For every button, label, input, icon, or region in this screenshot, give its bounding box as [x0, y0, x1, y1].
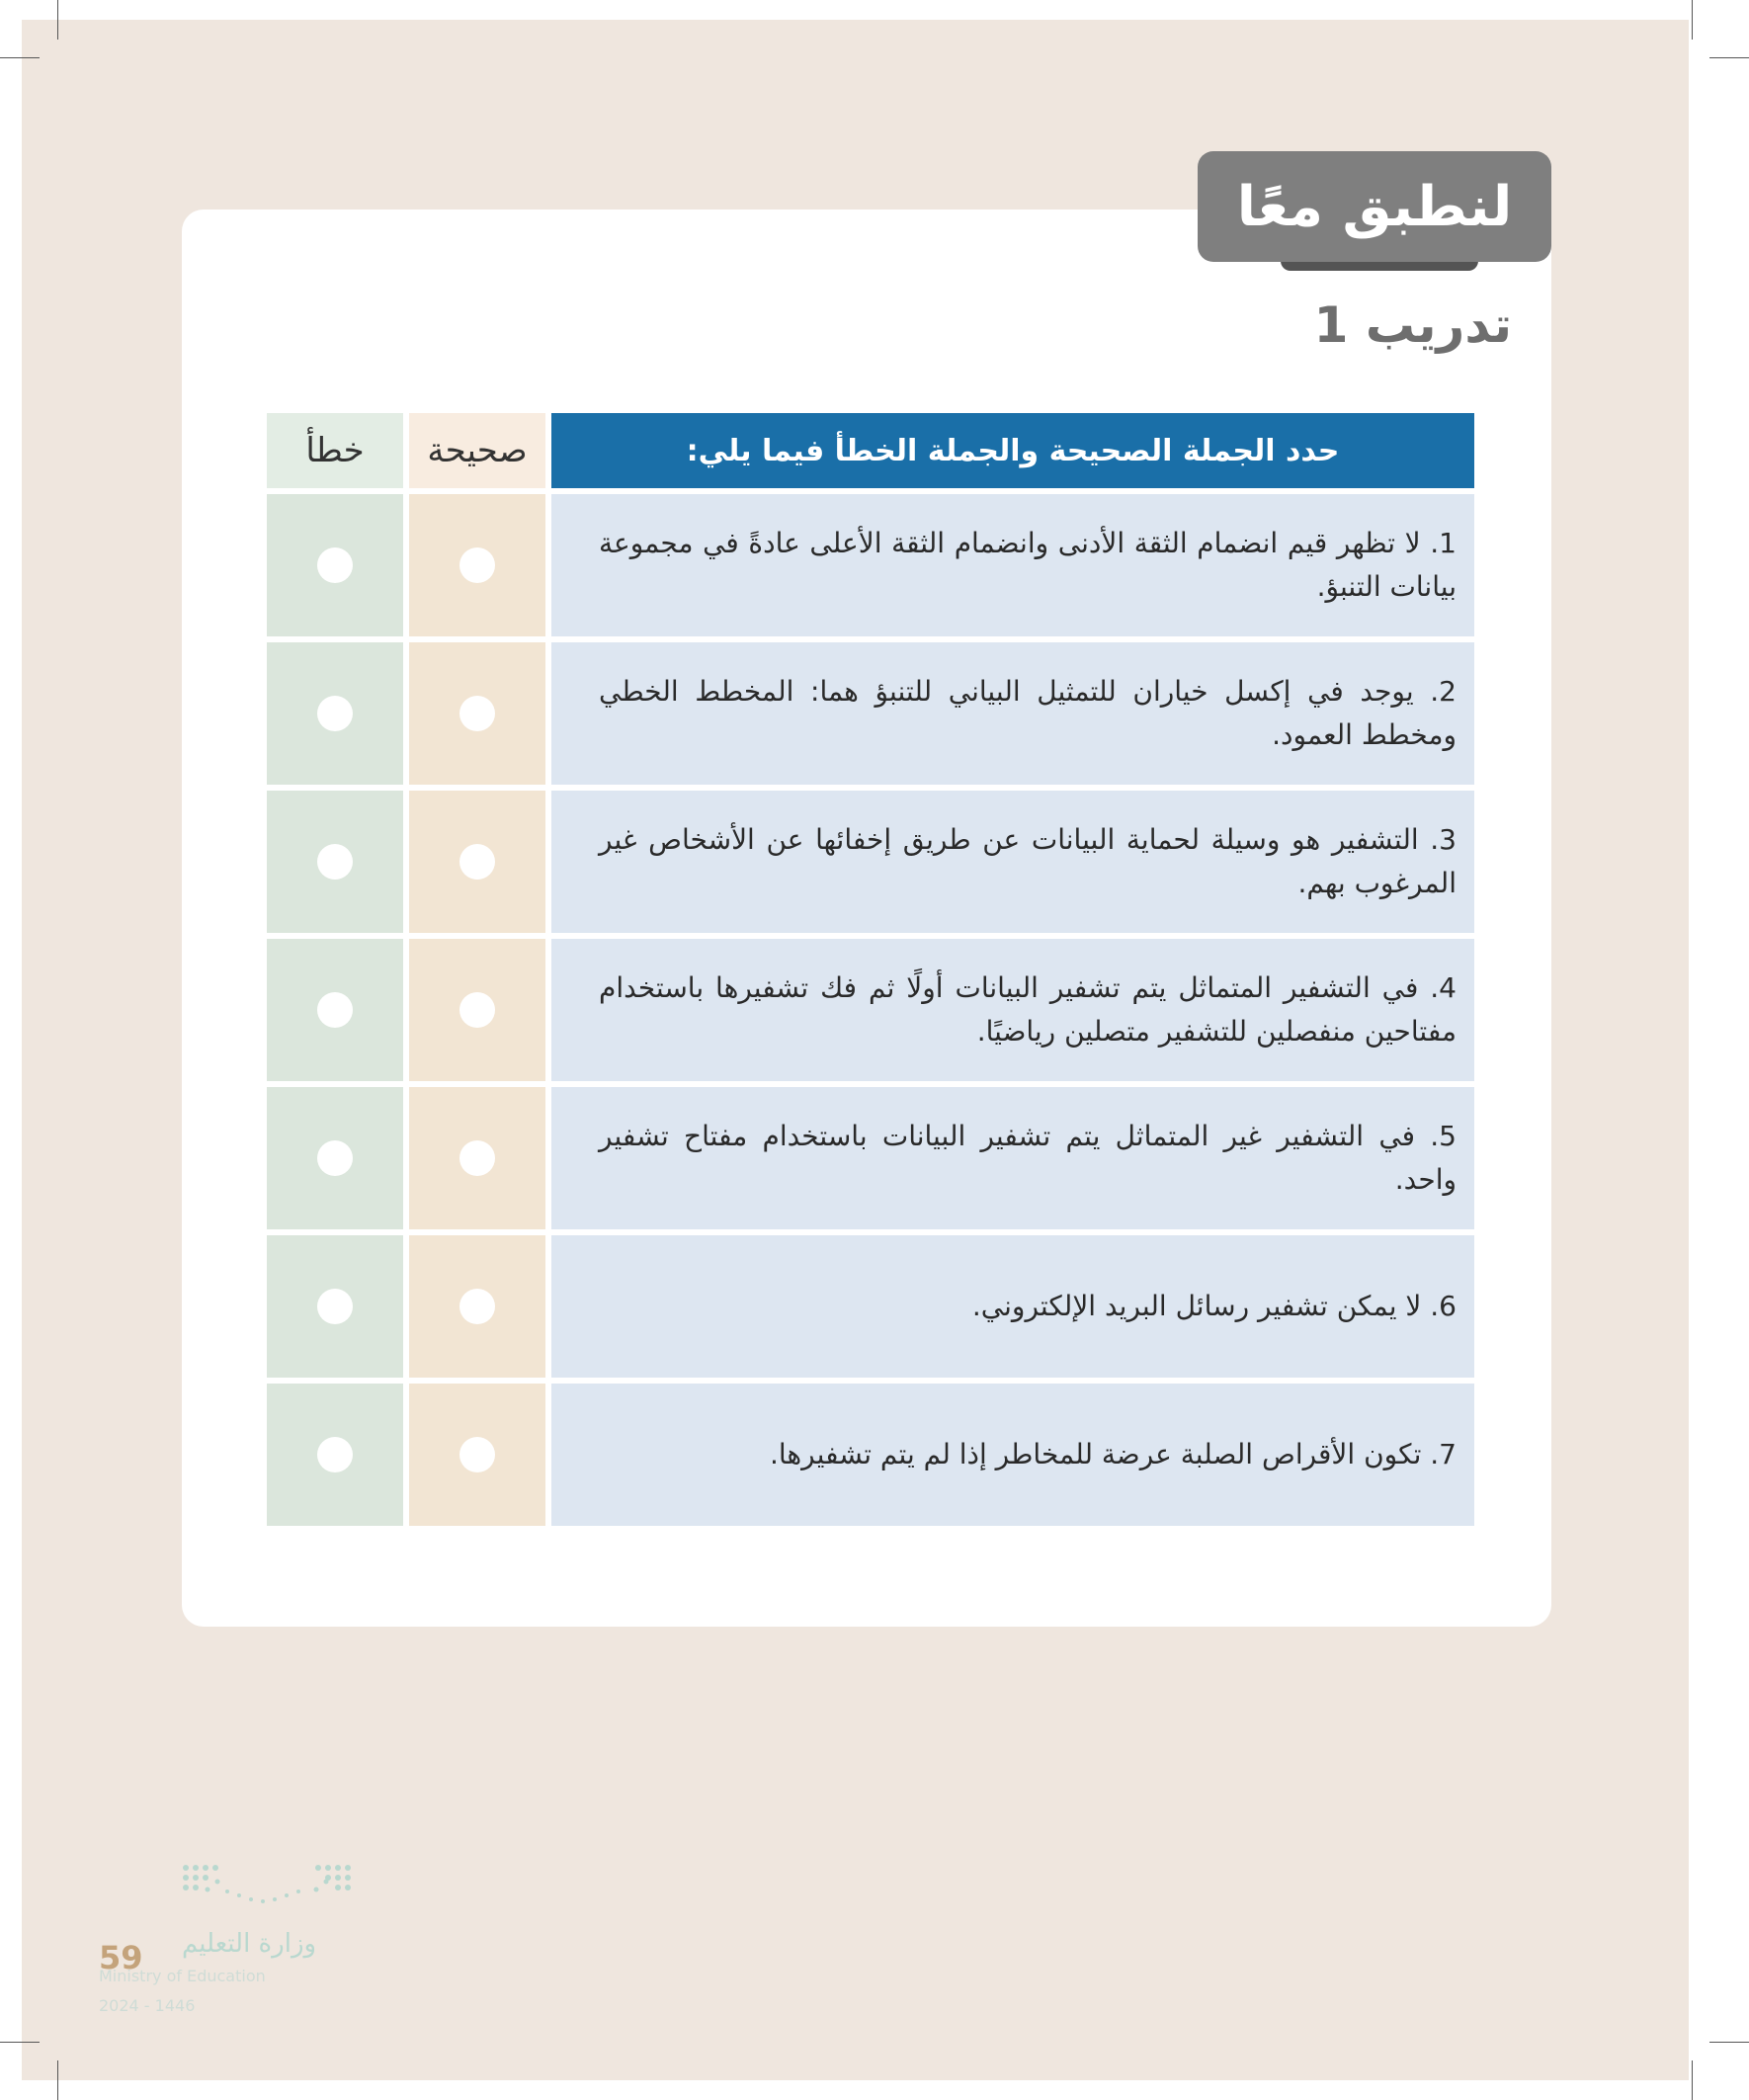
false-cell — [267, 494, 403, 636]
statement-text: 6. لا يمكن تشفير رسائل البريد الإلكتروني. — [551, 1235, 1474, 1378]
false-cell — [267, 791, 403, 933]
crop-mark — [1692, 0, 1693, 40]
true-radio[interactable] — [459, 696, 495, 731]
crop-mark — [0, 2042, 40, 2043]
false-cell — [267, 1384, 403, 1526]
true-cell — [409, 791, 545, 933]
table-header-row — [267, 413, 1474, 488]
column-header-true: صحيحة — [409, 413, 545, 488]
crop-mark — [1692, 2060, 1693, 2100]
true-cell — [409, 494, 545, 636]
false-cell — [267, 1087, 403, 1229]
true-radio[interactable] — [459, 1437, 495, 1472]
statement-text: 2. يوجد في إكسل خياران للتمثيل البياني للتنبؤ هما: المخطط الخطي ومخطط العمود. — [551, 642, 1474, 785]
ministry-name-english: Ministry of Education — [99, 1967, 266, 1985]
false-radio[interactable] — [317, 696, 353, 731]
statement-text: 1. لا تظهر قيم انضمام الثقة الأدنى وانضمام الثقة الأعلى عادةً في مجموعة بيانات التنبؤ. — [551, 494, 1474, 636]
false-cell — [267, 939, 403, 1081]
false-radio[interactable] — [317, 1437, 353, 1472]
edition-year: 2024 - 1446 — [99, 1996, 196, 2015]
true-cell — [409, 1384, 545, 1526]
false-cell — [267, 642, 403, 785]
statement-text: 7. تكون الأقراص الصلبة عرضة للمخاطر إذا لم يتم تشفيرها. — [551, 1384, 1474, 1526]
table-instruction-header: حدد الجملة الصحيحة والجملة الخطأ فيما يلي: — [551, 413, 1474, 488]
true-radio[interactable] — [459, 844, 495, 880]
section-banner — [1198, 151, 1551, 262]
true-cell — [409, 642, 545, 785]
false-radio[interactable] — [317, 1289, 353, 1324]
false-radio[interactable] — [317, 547, 353, 583]
crop-mark — [0, 57, 40, 58]
true-radio[interactable] — [459, 1140, 495, 1176]
false-radio[interactable] — [317, 1140, 353, 1176]
true-cell — [409, 1235, 545, 1378]
statement-text: 5. في التشفير غير المتماثل يتم تشفير البيانات باستخدام مفتاح تشفير واحد. — [551, 1087, 1474, 1229]
banner-title: لنطبق معًا — [1236, 174, 1513, 239]
true-cell — [409, 939, 545, 1081]
false-radio[interactable] — [317, 992, 353, 1028]
crop-mark — [1709, 57, 1749, 58]
true-radio[interactable] — [459, 992, 495, 1028]
true-radio[interactable] — [459, 1289, 495, 1324]
ministry-logo-icon — [178, 1858, 356, 1917]
true-radio[interactable] — [459, 547, 495, 583]
exercise-title: تدريب 1 — [1313, 296, 1512, 354]
statement-text: 4. في التشفير المتماثل يتم تشفير البيانات أولًا ثم فك تشفيرها باستخدام مفتاحين منفصلين للتشفير متصلين رياضيًا. — [551, 939, 1474, 1081]
crop-mark — [1709, 2042, 1749, 2043]
false-cell — [267, 1235, 403, 1378]
true-cell — [409, 1087, 545, 1229]
statement-text: 3. التشفير هو وسيلة لحماية البيانات عن طريق إخفائها عن الأشخاص غير المرغوب بهم. — [551, 791, 1474, 933]
false-radio[interactable] — [317, 844, 353, 880]
column-header-false: خطأ — [267, 413, 403, 488]
ministry-name-arabic: وزارة التعليم — [182, 1929, 317, 1959]
crop-mark — [57, 2060, 58, 2100]
crop-mark — [57, 0, 58, 40]
page-number: 59 — [99, 1939, 143, 1976]
